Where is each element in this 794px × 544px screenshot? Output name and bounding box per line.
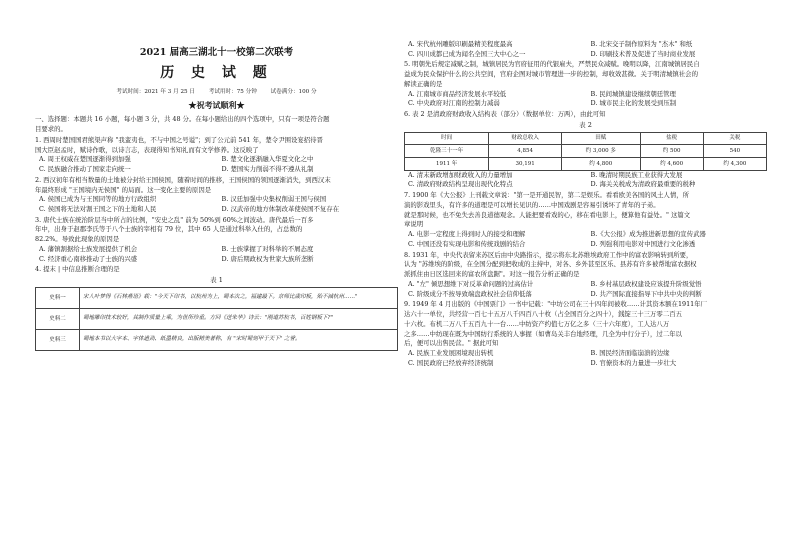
option-c: C. 民族融合推动了国家走向统一 xyxy=(39,165,131,174)
answer-options xyxy=(35,245,398,264)
option-d: D. 汉武帝的地方体制改革使侯国不复存在 xyxy=(221,204,340,213)
question-stem: 9. 1949 年 4 月出版的《中国票门》一书中记载："中坊公司在三十四年间被收……计其资本额在1911年厂 xyxy=(404,300,707,309)
question-stem: 派抓住由日区选回来的富农所盘踞"。对这一报告分析正确的是 xyxy=(404,270,580,279)
table-header-row xyxy=(405,132,767,144)
table-cell-source: 史料二 xyxy=(36,308,80,329)
answer-options xyxy=(404,90,767,109)
table-2-title: 表 2 xyxy=(579,120,592,129)
question-stem: 2. 西汉初年有相当数量的土地被分封给王国侯国，随着时间的推移，王国侯国的领国逐渐消失，到西汉末 xyxy=(35,175,331,184)
answer-options xyxy=(404,349,767,368)
option-d: D. 海关关税成为清政府最重要的税种 xyxy=(590,180,696,189)
option-b: B. 汉廷加强中央集权削弱王国与侯国 xyxy=(221,195,327,204)
question-stem: 年最终形成 "王国境内无侯国" 的局面。这一变化主要的原因是 xyxy=(35,185,212,194)
option-d: D. 城市民主化的发展受到压制 xyxy=(590,99,677,108)
table-cell: 约 500 xyxy=(640,144,703,157)
table-row xyxy=(36,308,398,329)
option-c: C. 中央政府对江南的控制力减弱 xyxy=(408,99,500,108)
table-cell-source: 史料三 xyxy=(36,329,80,350)
question-stem: 达六十一单位，共经营一百七十五万八千四百八十枚（占全国百分之四十），銭锭三十三万零二百五 xyxy=(404,310,682,319)
question-9 xyxy=(404,300,767,368)
option-b: B. 楚文化逐渐融入华夏文化之中 xyxy=(221,155,314,164)
option-d: D. 唐后期政权为世家大族所垄断 xyxy=(221,254,314,263)
option-a: A. 侯国已成为与王国同等的地方行政组织 xyxy=(39,195,157,204)
exam-score: 试卷满分：100 分 xyxy=(270,88,317,95)
question-stem: 章说明 xyxy=(404,220,424,229)
answer-options xyxy=(404,230,767,249)
question-stem: 8. 1931 年，中央代表留来苏区后由中央路指示，提示将东北苏维埃政府工作中的富农影响转到所要， xyxy=(404,250,693,259)
question-stem: 解读正确的是 xyxy=(404,79,443,88)
question-3 xyxy=(35,216,398,265)
option-a: A. 宋代杭州雕版印刷最精美程度最高 xyxy=(408,40,513,48)
question-7 xyxy=(404,191,767,249)
option-b: B. 晚清时期民族工业获得大发展 xyxy=(590,170,683,179)
option-d: D. 列强利用电影对中国进行文化渗透 xyxy=(590,239,696,248)
question-stem: 3. 唐代士族在统治阶层当中所占的比例，"安史之乱" 前为 50%到 60%之间波动。唐代最后一百多 xyxy=(35,215,314,224)
question-6 xyxy=(404,110,767,190)
left-column xyxy=(35,46,398,351)
question-stem: 益成为民众保护什么的公共空间，官府企图对城市管理进一步的控制，却收效甚微。关于明清城镇社会的 xyxy=(404,70,698,79)
answer-options xyxy=(404,280,767,299)
question-5 xyxy=(404,60,767,109)
exam-info xyxy=(35,88,398,97)
option-a: A. 藩镇割据给士族发展提供了机会 xyxy=(39,244,138,253)
option-c: C. 四川成都已成为闻名全国三大中心之一 xyxy=(408,49,526,58)
option-b: B. 国民经济面临崩溃的边缘 xyxy=(590,348,670,357)
table-cell: 1911 年 xyxy=(405,157,489,170)
table-cell: 540 xyxy=(703,144,766,157)
option-c: C. 经济重心南移推动了士族的兴盛 xyxy=(39,254,138,263)
exam-time: 考试时间：2021 年 3 月 25 日 xyxy=(116,88,195,95)
option-d: D. 楚国实力削弱不得不遵从礼制 xyxy=(221,165,314,174)
table-1 xyxy=(35,287,398,351)
question-stem: 认为 "苏维埃的阶级，在全国分配到把收成的主持中，对各、乡外甚至区乐、县苏有许多被帮地富农据权 xyxy=(404,260,697,269)
table-row xyxy=(36,287,398,308)
option-a: A. 电影一定程度上得到时人的接受和理解 xyxy=(408,230,526,239)
question-stem: 82.2%。导致此现象的原因是 xyxy=(35,235,120,244)
table-cell: 乾隆三十一年 xyxy=(405,144,489,157)
answer-options xyxy=(35,155,398,174)
option-c: C. 中国还没有实现电影和传统戏剧的结合 xyxy=(408,239,526,248)
option-a: A. 周王权威在楚国逐渐得到加强 xyxy=(39,155,131,164)
option-b: B. 士族掌握了对科举的不屑态度 xyxy=(221,244,314,253)
table-cell-text: 蜀地本书以大字本、字体遒劲、纸墨精良，出版精美著称，有 "宋时蜀刻甲于天下" 之誉。 xyxy=(80,329,398,350)
answer-options xyxy=(404,171,767,190)
option-a: A. 江南城市商品经济发展水平较低 xyxy=(408,89,507,98)
table-cell: 4,854 xyxy=(489,144,562,157)
exam-title: 2021 届高三湖北十一校第二次联考 xyxy=(139,47,294,58)
question-stem: 国大臣赵孟时，赋诗作歌，以诗言志，表现得知书知礼而有文学修养。这反映了 xyxy=(35,145,259,154)
exam-duration: 考试用时：75 分钟 xyxy=(208,88,257,95)
table-2 xyxy=(404,132,767,171)
table-cell: 约 4,300 xyxy=(703,157,766,170)
question-2 xyxy=(35,176,398,215)
good-luck-banner: ★祝考试顺利★ xyxy=(188,100,245,111)
question-stem: 4. 提末 | 中信息推断合理的是 xyxy=(35,265,120,274)
table-cell-source: 史料一 xyxy=(36,287,80,308)
option-b: B. 民间城镇建设继续朝廷管理 xyxy=(590,89,676,98)
question-4 xyxy=(35,265,398,351)
question-stem: 后，便可以出售民营。" 据此可知 xyxy=(404,339,499,348)
table-cell: 约 4,800 xyxy=(562,157,640,170)
table-cell-text: 宋人叶梦得《石林燕语》载："今天下印书，以杭州为上，蜀本次之，福建最下。京师比歲印板，殆不減杭州……" xyxy=(80,287,398,308)
question-stem: 演的影戏里头，有许多的道理是可以增长见识的……中国戏剧是容易引诱坏了青年的子弟。 xyxy=(404,200,660,209)
subject-title: 历 史 试 题 xyxy=(160,65,273,82)
option-b: B. 乡村基层政权建设应该提升阶级觉悟 xyxy=(590,279,702,288)
question-stem: 就是那时候，也不免失去善良道德观念。人能把要看戏的心，移在看电影上，便算他有益处。" 这篇文 xyxy=(404,210,691,219)
option-a: A. 清末新政增加财政收入的力量增加 xyxy=(408,170,513,179)
column-header: 盐税 xyxy=(640,132,703,144)
table-row xyxy=(36,329,398,350)
option-d: D. 印刷技术普及促进了当时商业发展 xyxy=(590,49,696,58)
question-8 xyxy=(404,251,767,300)
table-cell-text: 蜀地雕印技术较好，其制作质量上乘，为世所珍重。方回《送朱华》诗云："刚道苏杭书，百姓钢板下?" xyxy=(80,308,398,329)
option-d: D. 共产国际直接指导下中共中央的判断 xyxy=(590,289,702,298)
option-d: D. 官僚资本的力量进一步壮大 xyxy=(590,358,677,367)
question-stem: 5. 明朝先后规定减赋之制，城镇居民为官府征用的代银雇夫，严禁民众减赋。晚明以降，江南城镇居民自 xyxy=(404,60,700,69)
table-row xyxy=(405,144,767,157)
question-1 xyxy=(35,136,398,175)
question-stem: 之多……中纺现在既为中国纺行系统的人事握（如曹岛关丰台地经理，几全为中行分子），过二年以 xyxy=(404,329,682,338)
column-header: 关税 xyxy=(703,132,766,144)
answer-options xyxy=(35,195,398,214)
question-stem: 十六枚。布机二万八千五百九十一台……中纺资产约值七万亿之多（三十六年度），工人达八万 xyxy=(404,319,670,328)
table-cell: 约 4,600 xyxy=(640,157,703,170)
question-stem: 6. 表 2 是清政府财政收入结构表（部分）（数据单位：万两），由此可知 xyxy=(404,110,606,119)
option-c: C. 侯国将无法对割王国之下的土地和人民 xyxy=(39,204,157,213)
question-stem: 年中，出身于赵郡李氏等于八个士族的宰相有 79 位，其中 65 人是通过科举入仕的，占总数的 xyxy=(35,225,303,234)
table-1-title: 表 1 xyxy=(210,276,223,285)
question-4-options xyxy=(404,40,767,59)
option-a: A. 民族工业发展困境现出转机 xyxy=(408,348,494,357)
option-b: B.《大公报》成为推进新思想的宣传武器 xyxy=(590,230,706,239)
table-cell: 30,191 xyxy=(489,157,562,170)
question-stem: 7. 1900 年《大公报》上刊载文章说："第一是开通民智，第二是娱乐。看看欧美各国的风土人情，所 xyxy=(404,191,689,200)
option-b: B. 北宋交子制作原料为 "杰木" 和纸 xyxy=(590,40,693,48)
column-header: 田赋 xyxy=(562,132,640,144)
column-header: 时间 xyxy=(405,132,489,144)
section-instructions: 一、选择题：本题共 16 小题，每小题 3 分，共 48 分。在每小题给出的四个选项中，只有一项是符合题 xyxy=(35,115,330,124)
table-row xyxy=(405,157,767,170)
column-header: 财政总收入 xyxy=(489,132,562,144)
option-c: C. 清政府财政结构呈现出现代化特点 xyxy=(408,180,513,189)
option-a: A. "左" 倾思想维下对反革命问题的过高估计 xyxy=(408,279,534,288)
table-cell: 约 3,000 多 xyxy=(562,144,640,157)
section-instructions-cont: 目要求的。 xyxy=(35,125,67,134)
question-stem: 1. 西周时楚国国君熊渠声称 "我蛮夷也，不与中国之号谥"；到了公元前 541 年，楚令尹围设宴招待晋 xyxy=(35,135,323,144)
option-c: C. 国民政府已经放弃经济统制 xyxy=(408,358,494,367)
right-column xyxy=(404,40,767,368)
option-c: C. 阶级成分不按导致端盘政权社会信仰低落 xyxy=(408,289,532,298)
